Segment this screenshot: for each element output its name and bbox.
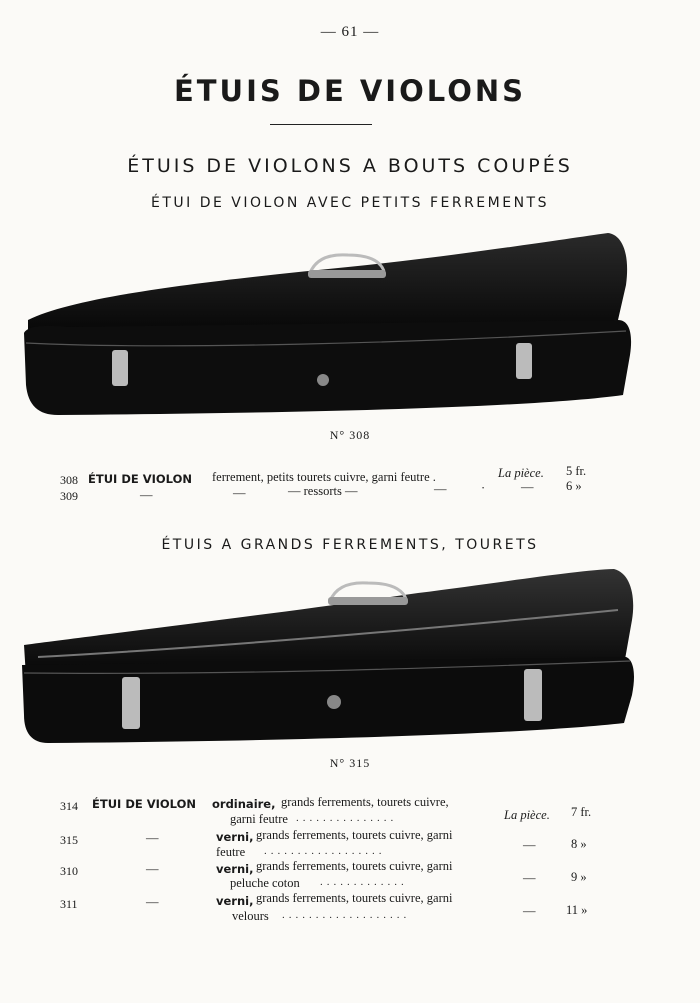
leader-dots: ............... — [296, 812, 398, 824]
title-divider — [270, 124, 372, 125]
item-unit: — — [521, 480, 534, 494]
page-title: ÉTUIS DE VIOLONS — [173, 74, 527, 108]
item-name: ÉTUI DE VIOLON — [88, 472, 192, 486]
subsection-title-petits-ferrements: ÉTUI DE VIOLON AVEC PETITS FERREMENTS — [151, 195, 549, 211]
item-unit: La pièce. — [504, 808, 550, 822]
leader-dots: .................. — [264, 845, 386, 857]
item-description-part: — ressorts — — [288, 484, 358, 498]
item-name: — — [140, 488, 153, 502]
item-unit: — — [523, 838, 536, 852]
item-description: grands ferrements, tourets cuivre, garni — [256, 859, 453, 873]
item-description-part: — — [233, 486, 246, 500]
section-title: ÉTUIS DE VIOLONS A BOUTS COUPÉS — [127, 155, 573, 177]
item-finish: verni, — [216, 894, 254, 908]
item-price: 8 » — [571, 837, 587, 851]
item-finish: verni, — [216, 830, 254, 844]
item-price: 5 fr. — [566, 464, 587, 478]
illustration-caption-315: N° 315 — [329, 756, 371, 770]
item-number: 310 — [60, 864, 78, 878]
item-description-line2: velours — [232, 909, 269, 923]
item-description: grands ferrements, tourets cuivre, — [281, 795, 449, 809]
item-description-part: · — [481, 481, 486, 495]
item-description-part: — — [434, 482, 447, 496]
item-price: 7 fr. — [571, 805, 592, 819]
violin-case-image-315 — [18, 565, 640, 745]
item-name: — — [146, 831, 159, 845]
item-number: 309 — [60, 489, 78, 503]
page-number: — 61 — — [320, 24, 380, 40]
leader-dots: ............. — [320, 876, 408, 888]
item-description-line2: peluche coton — [230, 876, 300, 890]
item-price: 9 » — [571, 870, 587, 884]
item-number: 314 — [60, 799, 78, 813]
item-number: 311 — [60, 897, 78, 911]
item-description: grands ferrements, tourets cuivre, garni — [256, 891, 453, 905]
illustration-caption-308: N° 308 — [329, 428, 371, 442]
violin-case-image-308 — [18, 225, 640, 420]
subsection-title-grands-ferrements: ÉTUIS A GRANDS FERREMENTS, TOURETS — [161, 537, 539, 553]
item-finish: ordinaire, — [212, 797, 276, 811]
item-number: 308 — [60, 473, 78, 487]
item-price: 6 » — [566, 479, 582, 493]
item-description-line2: garni feutre — [230, 812, 288, 826]
item-unit: — — [523, 871, 536, 885]
item-name: — — [146, 895, 159, 909]
item-description: ferrement, petits tourets cuivre, garni feutre . — [212, 470, 436, 484]
item-name: — — [146, 862, 159, 876]
item-description-line2: feutre — [216, 845, 246, 859]
item-name: ÉTUI DE VIOLON — [92, 797, 196, 811]
item-number: 315 — [60, 833, 78, 847]
leader-dots: ................... — [282, 909, 411, 921]
item-price: 11 » — [566, 903, 588, 917]
item-finish: verni, — [216, 862, 254, 876]
item-description: grands ferrements, tourets cuivre, garni — [256, 828, 453, 842]
item-unit: La pièce. — [498, 466, 544, 480]
item-unit: — — [523, 904, 536, 918]
